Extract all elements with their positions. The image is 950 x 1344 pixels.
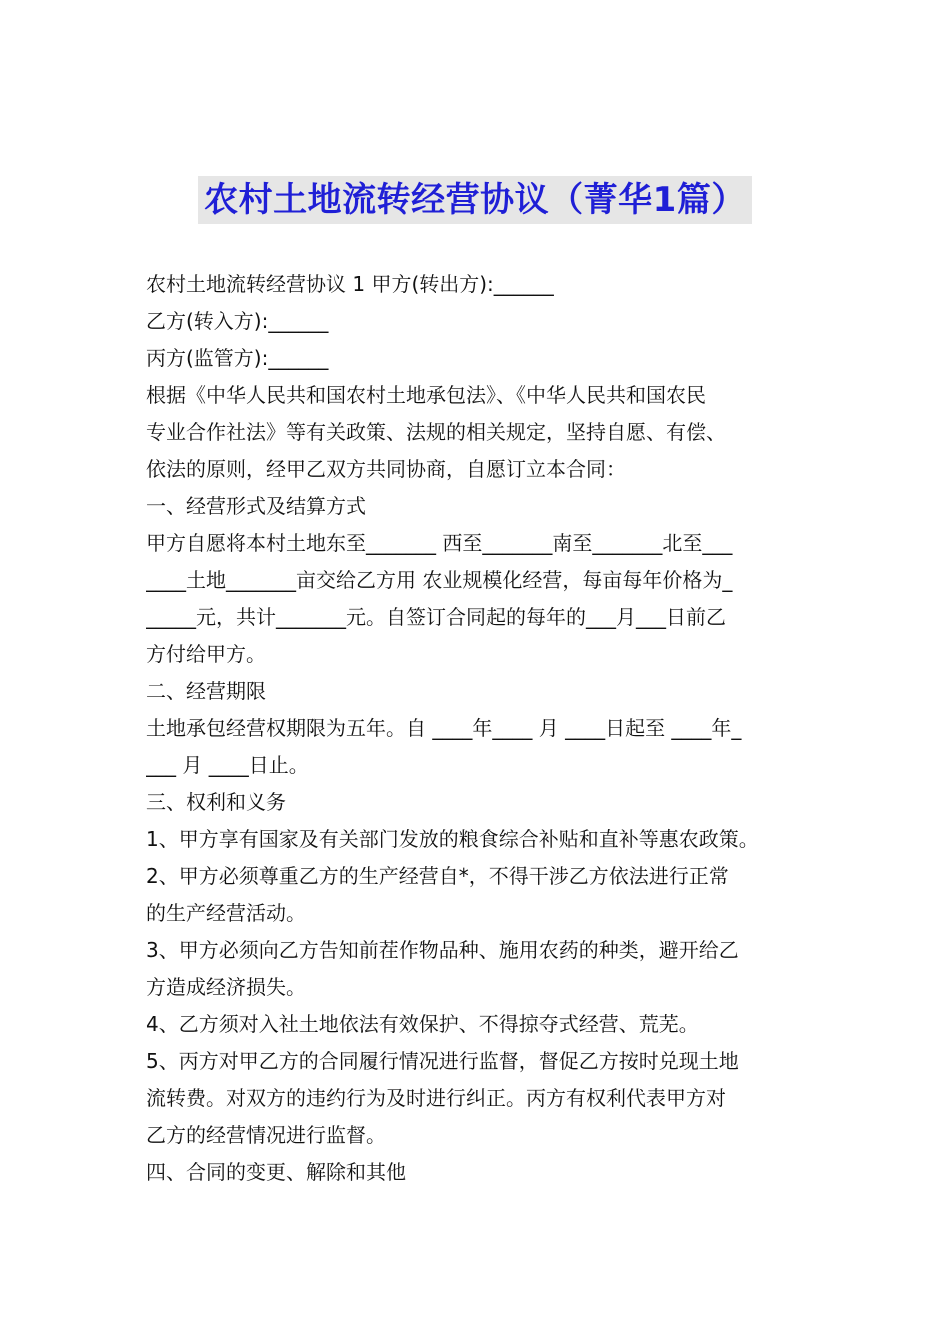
- paragraph-line: ____土地_______亩交给乙方用 农业规模化经营，每亩每年价格为_: [146, 568, 733, 592]
- paragraph-line: 根据《中华人民共和国农村土地承包法》、《中华人民共和国农民: [146, 383, 706, 407]
- paragraph-line: ___ 月 ____日止。: [146, 753, 309, 777]
- paragraph-line: 乙方(转入方):______: [146, 309, 329, 333]
- paragraph-line: 丙方(监管方):______: [146, 346, 329, 370]
- section-heading: 一、经营形式及结算方式: [146, 494, 366, 518]
- list-item: 5、丙方对甲乙方的合同履行情况进行监督，督促乙方按时兑现土地: [146, 1049, 739, 1073]
- paragraph-line: 方付给甲方。: [146, 642, 266, 666]
- list-item: 2、甲方必须尊重乙方的生产经营自*，不得干涉乙方依法进行正常: [146, 864, 729, 888]
- list-item: 1、甲方享有国家及有关部门发放的粮食综合补贴和直补等惠农政策。: [146, 827, 759, 851]
- document-title: 农村土地流转经营协议（菁华1篇）: [198, 176, 752, 224]
- paragraph-line: 的生产经营活动。: [146, 901, 306, 925]
- paragraph-line: 依法的原则，经甲乙双方共同协商，自愿订立本合同：: [146, 457, 626, 481]
- paragraph-line: _____元，共计_______元。自签订合同起的每年的___月___日前乙: [146, 605, 726, 629]
- list-item: 3、甲方必须向乙方告知前茬作物品种、施用农药的种类，避开给乙: [146, 938, 739, 962]
- section-heading: 二、经营期限: [146, 679, 266, 703]
- paragraph-line: 专业合作社法》等有关政策、法规的相关规定，坚持自愿、有偿、: [146, 420, 726, 444]
- title-container: [0, 176, 950, 224]
- section-heading: 四、合同的变更、解除和其他: [146, 1160, 406, 1184]
- paragraph-line: 流转费。对双方的违约行为及时进行纠正。丙方有权利代表甲方对: [146, 1086, 726, 1110]
- section-heading: 三、权利和义务: [146, 790, 286, 814]
- paragraph-line: 乙方的经营情况进行监督。: [146, 1123, 386, 1147]
- paragraph-line: 甲方自愿将本村土地东至_______ 西至_______南至_______北至___: [146, 531, 733, 555]
- list-item: 4、乙方须对入社土地依法有效保护、不得掠夺式经营、荒芜。: [146, 1012, 699, 1036]
- paragraph-line: 方造成经济损失。: [146, 975, 306, 999]
- paragraph-line: 土地承包经营权期限为五年。自 ____年____ 月 ____日起至 ____年_: [146, 716, 742, 740]
- document-body: [146, 266, 818, 1191]
- paragraph-line: 农村土地流转经营协议 1 甲方(转出方):______: [146, 272, 554, 296]
